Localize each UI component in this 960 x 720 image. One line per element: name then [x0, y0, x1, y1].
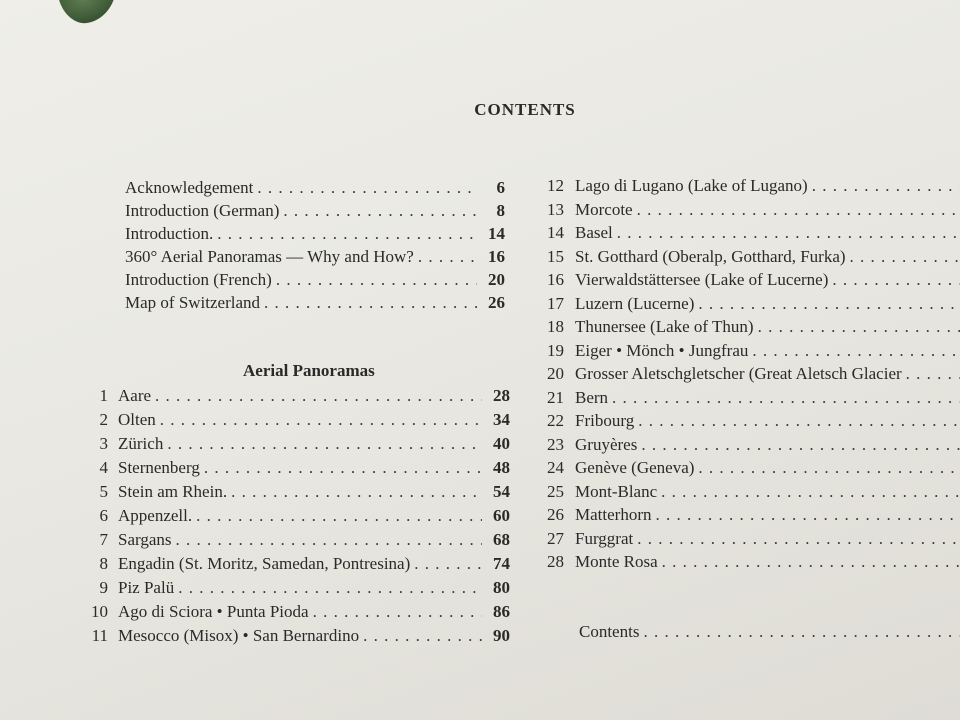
- dot-leader: [617, 221, 960, 245]
- entry-title: Gruyères: [575, 434, 638, 454]
- toc-entry: [536, 339, 960, 363]
- toc-entry: [536, 433, 960, 457]
- dot-leader: [204, 456, 482, 480]
- toc-entry: [536, 456, 960, 480]
- dot-leader: [637, 527, 960, 551]
- toc-entry: [536, 174, 960, 198]
- entry-page-number: 40: [493, 434, 510, 453]
- toc-entry: [80, 576, 510, 600]
- entry-page-number: 34: [493, 410, 510, 429]
- dot-leader: [313, 600, 482, 624]
- entry-number: 9: [99, 578, 108, 597]
- entry-page-number: 54: [493, 482, 510, 501]
- entry-number: 5: [99, 482, 108, 501]
- toc-entry: [536, 409, 960, 433]
- entry-title: Map of Switzerland: [125, 293, 261, 312]
- entry-number: 6: [99, 506, 108, 525]
- toc-entry: [80, 528, 510, 552]
- entry-number: 27: [547, 528, 564, 548]
- entry-title: Luzern (Lucerne): [575, 293, 695, 313]
- entry-number: 22: [547, 411, 564, 430]
- front-matter-item: [125, 245, 505, 269]
- dot-leader: [196, 504, 482, 528]
- entry-title: Basel: [575, 223, 613, 242]
- entry-title: St. Gotthard (Oberalp, Gotthard, Furka): [575, 246, 846, 266]
- entry-page-number: 60: [493, 506, 510, 525]
- entry-number: 1: [99, 386, 108, 405]
- dot-leader: [832, 268, 960, 292]
- entry-number: 8: [99, 554, 108, 573]
- entry-title: Olten: [118, 410, 156, 429]
- entry-title: Vierwaldstättersee (Lake of Lucerne): [575, 270, 829, 289]
- front-matter-item: [125, 268, 505, 292]
- dot-leader: [414, 552, 482, 576]
- entry-title: Introduction (French): [125, 270, 272, 289]
- dot-leader: [758, 315, 960, 339]
- entry-number: 11: [91, 626, 108, 645]
- toc-entry: [536, 315, 960, 339]
- dot-leader: [662, 550, 960, 574]
- entry-number: 15: [547, 246, 564, 266]
- entry-title: Mesocco (Misox) • San Bernardino: [118, 626, 360, 645]
- dot-leader: [850, 245, 960, 269]
- entry-number: 3: [99, 434, 108, 453]
- toc-entry: [80, 432, 510, 456]
- dot-leader: [231, 480, 482, 504]
- entry-title: Grosser Aletschgletscher (Great Aletsch Glacier: [575, 364, 902, 383]
- toc-entry: [80, 552, 510, 576]
- entry-title: Engadin (St. Moritz, Samedan, Pontresina): [118, 554, 411, 573]
- entry-page-number: 14: [488, 224, 505, 243]
- toc-entry: [80, 408, 510, 432]
- dot-leader: [698, 456, 960, 480]
- front-matter-item: [125, 176, 505, 200]
- section-heading: Aerial Panoramas: [243, 361, 375, 380]
- entry-number: 2: [99, 410, 108, 429]
- dot-leader: [155, 384, 482, 408]
- entry-title: Zürich: [118, 434, 164, 453]
- dot-leader: [217, 222, 477, 246]
- entry-title: Monte Rosa: [575, 552, 658, 571]
- entry-title: Sargans: [118, 530, 172, 549]
- entry-page-number: 6: [496, 178, 505, 197]
- toc-entry: [536, 386, 960, 410]
- entry-number: 18: [547, 317, 564, 336]
- page-title: CONTENTS: [474, 100, 576, 119]
- entry-number: 12: [547, 176, 564, 195]
- toc-entry: [536, 292, 960, 316]
- dot-leader: [283, 199, 477, 223]
- entry-title: Appenzell.: [118, 506, 193, 525]
- entry-title: Furggrat: [575, 528, 634, 548]
- dot-leader: [160, 408, 482, 432]
- dot-leader: [643, 620, 960, 644]
- entry-title: Fribourg: [575, 411, 635, 430]
- entry-number: 10: [91, 602, 108, 621]
- entry-page-number: 86: [493, 602, 510, 621]
- front-matter-item: [125, 199, 505, 223]
- entry-title: Morcote: [575, 199, 633, 219]
- dot-leader: [418, 245, 477, 269]
- entry-title: Ago di Sciora • Punta Pioda: [118, 602, 309, 621]
- entry-title: Acknowledgement: [125, 178, 254, 197]
- dot-leader: [612, 386, 960, 410]
- entry-page-number: 68: [493, 530, 510, 549]
- entry-title: Genève (Geneva): [575, 458, 695, 477]
- entry-page-number: 90: [493, 626, 510, 645]
- dot-leader: [655, 503, 960, 527]
- toc-entry: [536, 480, 960, 504]
- toc-entry: [536, 221, 960, 245]
- contents-entry: [579, 620, 960, 644]
- entry-number: 17: [547, 293, 564, 313]
- dot-leader: [363, 624, 482, 648]
- entry-title: 360° Aerial Panoramas — Why and How?: [125, 247, 414, 266]
- toc-entry: [80, 624, 510, 648]
- entry-page-number: 74: [493, 554, 510, 573]
- dot-leader: [638, 409, 960, 433]
- toc-entry: [536, 362, 960, 386]
- entry-number: 25: [547, 481, 564, 501]
- contents-entry-title: Contents: [579, 622, 640, 641]
- dot-leader: [178, 576, 482, 600]
- entry-page-number: 8: [496, 201, 505, 220]
- dot-leader: [812, 174, 960, 198]
- entry-page-number: 48: [493, 458, 510, 477]
- toc-entry: [536, 245, 960, 269]
- entry-number: 7: [99, 530, 108, 549]
- entry-number: 28: [547, 552, 564, 571]
- entry-number: 21: [547, 387, 564, 407]
- toc-entry: [536, 503, 960, 527]
- entry-number: 24: [547, 458, 564, 477]
- entry-number: 16: [547, 270, 564, 289]
- front-matter-item: [125, 222, 505, 246]
- entry-title: Aare: [118, 386, 152, 405]
- dot-leader: [167, 432, 482, 456]
- entry-page-number: 16: [488, 247, 505, 266]
- dot-leader: [752, 339, 960, 363]
- front-matter-item: [125, 291, 505, 315]
- entry-title: Thunersee (Lake of Thun): [575, 317, 754, 336]
- entry-number: 14: [547, 223, 564, 242]
- toc-entry: [80, 456, 510, 480]
- dot-leader: [661, 480, 960, 504]
- dot-leader: [906, 362, 960, 386]
- entry-page-number: 26: [488, 293, 505, 312]
- dot-leader: [257, 176, 477, 200]
- entry-title: Mont-Blanc: [575, 481, 658, 501]
- dot-leader: [176, 528, 482, 552]
- entry-number: 23: [547, 434, 564, 454]
- toc-entry: [536, 527, 960, 551]
- toc-entry: [536, 198, 960, 222]
- dot-leader: [698, 292, 960, 316]
- toc-entry: [536, 268, 960, 292]
- entry-page-number: 80: [493, 578, 510, 597]
- entry-title: Piz Palü: [118, 578, 175, 597]
- toc-entry: [80, 600, 510, 624]
- dot-leader: [637, 198, 960, 222]
- dot-leader: [641, 433, 960, 457]
- entry-number: 13: [547, 199, 564, 219]
- entry-title: Introduction.: [125, 224, 214, 243]
- toc-entry: [536, 550, 960, 574]
- entry-title: Eiger • Mönch • Jungfrau: [575, 340, 749, 360]
- entry-title: Lago di Lugano (Lake of Lugano): [575, 176, 808, 195]
- toc-entry: [80, 504, 510, 528]
- toc-entry: [80, 384, 510, 408]
- toc-entry: [80, 480, 510, 504]
- entry-number: 4: [99, 458, 108, 477]
- entry-number: 19: [547, 340, 564, 360]
- leaf-decoration: [56, 0, 123, 28]
- dot-leader: [276, 268, 477, 292]
- entry-number: 26: [547, 505, 564, 524]
- entry-title: Introduction (German): [125, 201, 280, 220]
- dot-leader: [264, 291, 477, 315]
- entry-number: 20: [547, 364, 564, 383]
- entry-title: Bern: [575, 387, 609, 407]
- entry-title: Matterhorn: [575, 505, 652, 524]
- entry-page-number: 28: [493, 386, 510, 405]
- entry-title: Stein am Rhein.: [118, 482, 228, 501]
- entry-title: Sternenberg: [118, 458, 200, 477]
- entry-page-number: 20: [488, 270, 505, 289]
